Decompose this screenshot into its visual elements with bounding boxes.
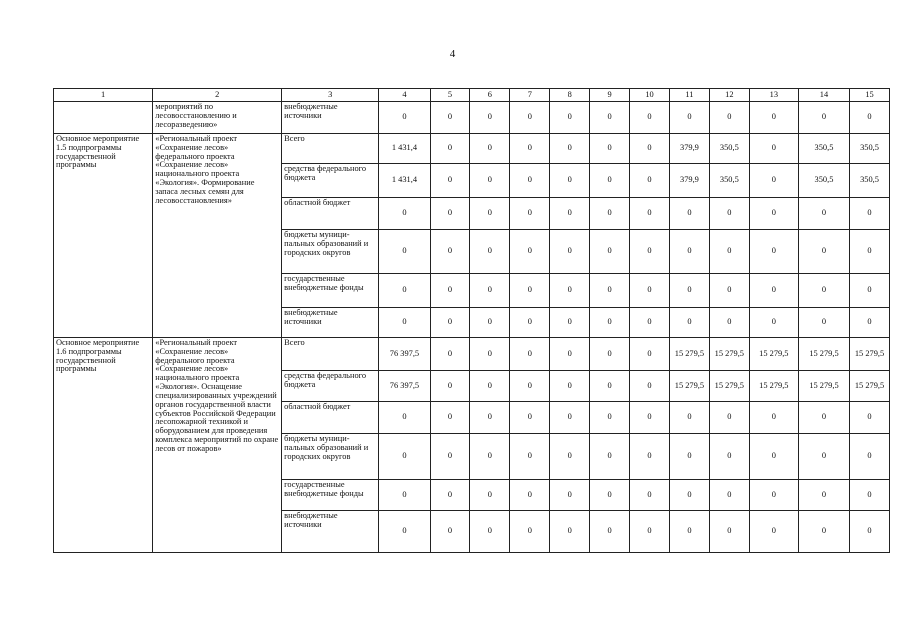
- value-cell: 0: [850, 102, 890, 134]
- value-cell: 0: [590, 308, 630, 338]
- budget-table: [53, 88, 890, 553]
- value-cell: 0: [470, 511, 510, 553]
- value-cell: 0: [470, 164, 510, 198]
- value-cell: 0: [749, 480, 798, 511]
- value-cell: 0: [550, 480, 590, 511]
- value-cell: 0: [550, 164, 590, 198]
- value-cell: 0: [709, 102, 749, 134]
- column-header: 9: [590, 89, 630, 102]
- value-cell: 15 279,5: [669, 371, 709, 402]
- value-cell: 0: [430, 480, 470, 511]
- value-cell: 0: [470, 198, 510, 230]
- value-cell: 0: [470, 274, 510, 308]
- value-cell: 0: [379, 434, 430, 480]
- value-cell: 0: [510, 308, 550, 338]
- value-cell: 0: [550, 102, 590, 134]
- value-cell: 0: [749, 511, 798, 553]
- value-cell: 0: [749, 102, 798, 134]
- column-header: 11: [669, 89, 709, 102]
- funding-source-cell: Всего: [282, 338, 379, 371]
- value-cell: 0: [430, 134, 470, 164]
- column-header: 2: [153, 89, 282, 102]
- value-cell: 15 279,5: [709, 371, 749, 402]
- value-cell: 76 397,5: [379, 338, 430, 371]
- funding-source-cell: бюджеты муници-пальных образований и городских округов: [282, 434, 379, 480]
- value-cell: 0: [669, 434, 709, 480]
- value-cell: 0: [798, 480, 849, 511]
- value-cell: 0: [850, 511, 890, 553]
- value-cell: 0: [550, 511, 590, 553]
- value-cell: 0: [749, 164, 798, 198]
- table-row: [54, 102, 890, 134]
- column-header: 15: [850, 89, 890, 102]
- value-cell: 0: [430, 102, 470, 134]
- value-cell: 0: [470, 230, 510, 274]
- funding-source-cell: государственные внебюджетные фонды: [282, 274, 379, 308]
- value-cell: 0: [470, 134, 510, 164]
- value-cell: 0: [510, 164, 550, 198]
- project-cell: «Региональный проект «Сохранение лесов» федерального проекта «Сохранение лесов» национального проекта «Экология». Оснащение специализированных учреждений органов государственной власти субъектов Российской Федерации лесопожарной техникой и оборудованием для проведения комплекса мероприятий по охране лесов от пожаров»: [153, 338, 282, 553]
- value-cell: 0: [630, 198, 670, 230]
- value-cell: 0: [709, 434, 749, 480]
- column-header: 13: [749, 89, 798, 102]
- value-cell: 0: [550, 230, 590, 274]
- value-cell: 0: [470, 480, 510, 511]
- value-cell: 0: [590, 434, 630, 480]
- value-cell: 0: [798, 308, 849, 338]
- value-cell: 0: [430, 164, 470, 198]
- value-cell: 0: [430, 402, 470, 434]
- value-cell: 0: [550, 338, 590, 371]
- value-cell: 0: [850, 198, 890, 230]
- value-cell: 350,5: [850, 134, 890, 164]
- value-cell: 0: [510, 371, 550, 402]
- value-cell: 15 279,5: [798, 338, 849, 371]
- value-cell: 379,9: [669, 164, 709, 198]
- value-cell: 0: [430, 434, 470, 480]
- value-cell: 0: [430, 274, 470, 308]
- value-cell: 0: [669, 102, 709, 134]
- value-cell: 0: [630, 274, 670, 308]
- value-cell: 0: [590, 198, 630, 230]
- column-header: 6: [470, 89, 510, 102]
- value-cell: 0: [669, 198, 709, 230]
- value-cell: 0: [630, 511, 670, 553]
- activity-cell: [54, 102, 153, 134]
- value-cell: 0: [430, 371, 470, 402]
- table-row: [54, 338, 890, 371]
- value-cell: 0: [590, 230, 630, 274]
- value-cell: 0: [590, 402, 630, 434]
- funding-source-cell: Всего: [282, 134, 379, 164]
- value-cell: 0: [510, 338, 550, 371]
- value-cell: 0: [669, 480, 709, 511]
- value-cell: 0: [470, 371, 510, 402]
- column-header: 8: [550, 89, 590, 102]
- value-cell: 0: [798, 274, 849, 308]
- value-cell: 0: [510, 102, 550, 134]
- value-cell: 350,5: [709, 164, 749, 198]
- value-cell: 0: [510, 198, 550, 230]
- value-cell: 0: [798, 102, 849, 134]
- value-cell: 0: [430, 338, 470, 371]
- funding-source-cell: областной бюджет: [282, 402, 379, 434]
- value-cell: 0: [630, 308, 670, 338]
- value-cell: 379,9: [669, 134, 709, 164]
- value-cell: 0: [550, 198, 590, 230]
- value-cell: 0: [630, 402, 670, 434]
- value-cell: 0: [630, 434, 670, 480]
- value-cell: 0: [430, 198, 470, 230]
- funding-source-cell: внебюджетные источники: [282, 102, 379, 134]
- value-cell: 0: [749, 274, 798, 308]
- value-cell: 0: [510, 511, 550, 553]
- value-cell: 0: [850, 274, 890, 308]
- value-cell: 0: [630, 230, 670, 274]
- value-cell: 0: [510, 230, 550, 274]
- activity-cell: Основное мероприятие 1.6 подпрограммы государственной программы: [54, 338, 153, 553]
- value-cell: 0: [669, 511, 709, 553]
- project-cell: «Региональный проект «Сохранение лесов» федерального проекта «Сохранение лесов» национального проекта «Экология». Формирование запаса лесных семян для лесовосстановления»: [153, 134, 282, 338]
- value-cell: 0: [669, 230, 709, 274]
- header-row: [54, 89, 890, 102]
- value-cell: 0: [510, 134, 550, 164]
- value-cell: 0: [749, 434, 798, 480]
- value-cell: 0: [550, 402, 590, 434]
- value-cell: 0: [669, 308, 709, 338]
- funding-source-cell: бюджеты муници-пальных образований и городских округов: [282, 230, 379, 274]
- page-number: 4: [449, 48, 456, 60]
- value-cell: 0: [749, 134, 798, 164]
- column-header: 4: [379, 89, 430, 102]
- value-cell: 0: [550, 134, 590, 164]
- value-cell: 350,5: [850, 164, 890, 198]
- column-header: 7: [510, 89, 550, 102]
- value-cell: 15 279,5: [798, 371, 849, 402]
- value-cell: 0: [379, 308, 430, 338]
- value-cell: 0: [669, 402, 709, 434]
- column-header: 1: [54, 89, 153, 102]
- value-cell: 0: [850, 402, 890, 434]
- value-cell: 0: [749, 230, 798, 274]
- value-cell: 0: [798, 198, 849, 230]
- value-cell: 0: [590, 134, 630, 164]
- column-header: 10: [630, 89, 670, 102]
- value-cell: 0: [510, 402, 550, 434]
- value-cell: 0: [630, 371, 670, 402]
- value-cell: 0: [850, 434, 890, 480]
- value-cell: 350,5: [798, 134, 849, 164]
- value-cell: 1 431,4: [379, 134, 430, 164]
- column-header: 3: [282, 89, 379, 102]
- value-cell: 15 279,5: [749, 371, 798, 402]
- value-cell: 0: [709, 402, 749, 434]
- value-cell: 0: [379, 230, 430, 274]
- activity-cell: Основное мероприятие 1.5 подпрограммы государственной программы: [54, 134, 153, 338]
- value-cell: 0: [630, 164, 670, 198]
- value-cell: 0: [630, 102, 670, 134]
- funding-source-cell: средства федерального бюджета: [282, 164, 379, 198]
- value-cell: 0: [550, 434, 590, 480]
- value-cell: 0: [630, 480, 670, 511]
- column-header: 14: [798, 89, 849, 102]
- value-cell: 0: [550, 274, 590, 308]
- value-cell: 0: [590, 338, 630, 371]
- value-cell: 0: [470, 402, 510, 434]
- value-cell: 0: [798, 402, 849, 434]
- value-cell: 0: [630, 338, 670, 371]
- value-cell: 76 397,5: [379, 371, 430, 402]
- value-cell: 15 279,5: [709, 338, 749, 371]
- value-cell: 0: [379, 511, 430, 553]
- value-cell: 0: [709, 480, 749, 511]
- value-cell: 0: [470, 338, 510, 371]
- value-cell: 0: [590, 102, 630, 134]
- value-cell: 0: [709, 230, 749, 274]
- value-cell: 350,5: [709, 134, 749, 164]
- funding-source-cell: областной бюджет: [282, 198, 379, 230]
- table-row: [54, 134, 890, 164]
- funding-source-cell: средства федерального бюджета: [282, 371, 379, 402]
- value-cell: 0: [430, 511, 470, 553]
- value-cell: 0: [590, 480, 630, 511]
- value-cell: 0: [470, 308, 510, 338]
- value-cell: 0: [749, 402, 798, 434]
- value-cell: 15 279,5: [669, 338, 709, 371]
- value-cell: 0: [798, 511, 849, 553]
- value-cell: 350,5: [798, 164, 849, 198]
- value-cell: 15 279,5: [850, 338, 890, 371]
- value-cell: 0: [550, 371, 590, 402]
- funding-source-cell: внебюджетные источники: [282, 511, 379, 553]
- value-cell: 0: [590, 371, 630, 402]
- value-cell: 0: [709, 511, 749, 553]
- value-cell: 0: [510, 274, 550, 308]
- value-cell: 0: [510, 480, 550, 511]
- value-cell: 0: [709, 198, 749, 230]
- value-cell: 0: [798, 434, 849, 480]
- value-cell: 0: [749, 198, 798, 230]
- value-cell: 0: [590, 511, 630, 553]
- value-cell: 0: [709, 274, 749, 308]
- project-cell: мероприятий по лесовосстановлению и лесоразведению»: [153, 102, 282, 134]
- value-cell: 0: [510, 434, 550, 480]
- value-cell: 0: [850, 230, 890, 274]
- value-cell: 0: [470, 102, 510, 134]
- funding-source-cell: внебюджетные источники: [282, 308, 379, 338]
- value-cell: 0: [470, 434, 510, 480]
- value-cell: 0: [749, 308, 798, 338]
- column-header: 5: [430, 89, 470, 102]
- value-cell: 0: [379, 102, 430, 134]
- value-cell: 15 279,5: [850, 371, 890, 402]
- value-cell: 0: [379, 402, 430, 434]
- value-cell: 0: [709, 308, 749, 338]
- value-cell: 0: [798, 230, 849, 274]
- column-header: 12: [709, 89, 749, 102]
- value-cell: 15 279,5: [749, 338, 798, 371]
- value-cell: 0: [430, 308, 470, 338]
- value-cell: 0: [550, 308, 590, 338]
- value-cell: 1 431,4: [379, 164, 430, 198]
- value-cell: 0: [379, 198, 430, 230]
- value-cell: 0: [379, 480, 430, 511]
- value-cell: 0: [850, 308, 890, 338]
- value-cell: 0: [630, 134, 670, 164]
- value-cell: 0: [590, 164, 630, 198]
- value-cell: 0: [430, 230, 470, 274]
- value-cell: 0: [850, 480, 890, 511]
- value-cell: 0: [379, 274, 430, 308]
- funding-source-cell: государственные внебюджетные фонды: [282, 480, 379, 511]
- value-cell: 0: [590, 274, 630, 308]
- value-cell: 0: [669, 274, 709, 308]
